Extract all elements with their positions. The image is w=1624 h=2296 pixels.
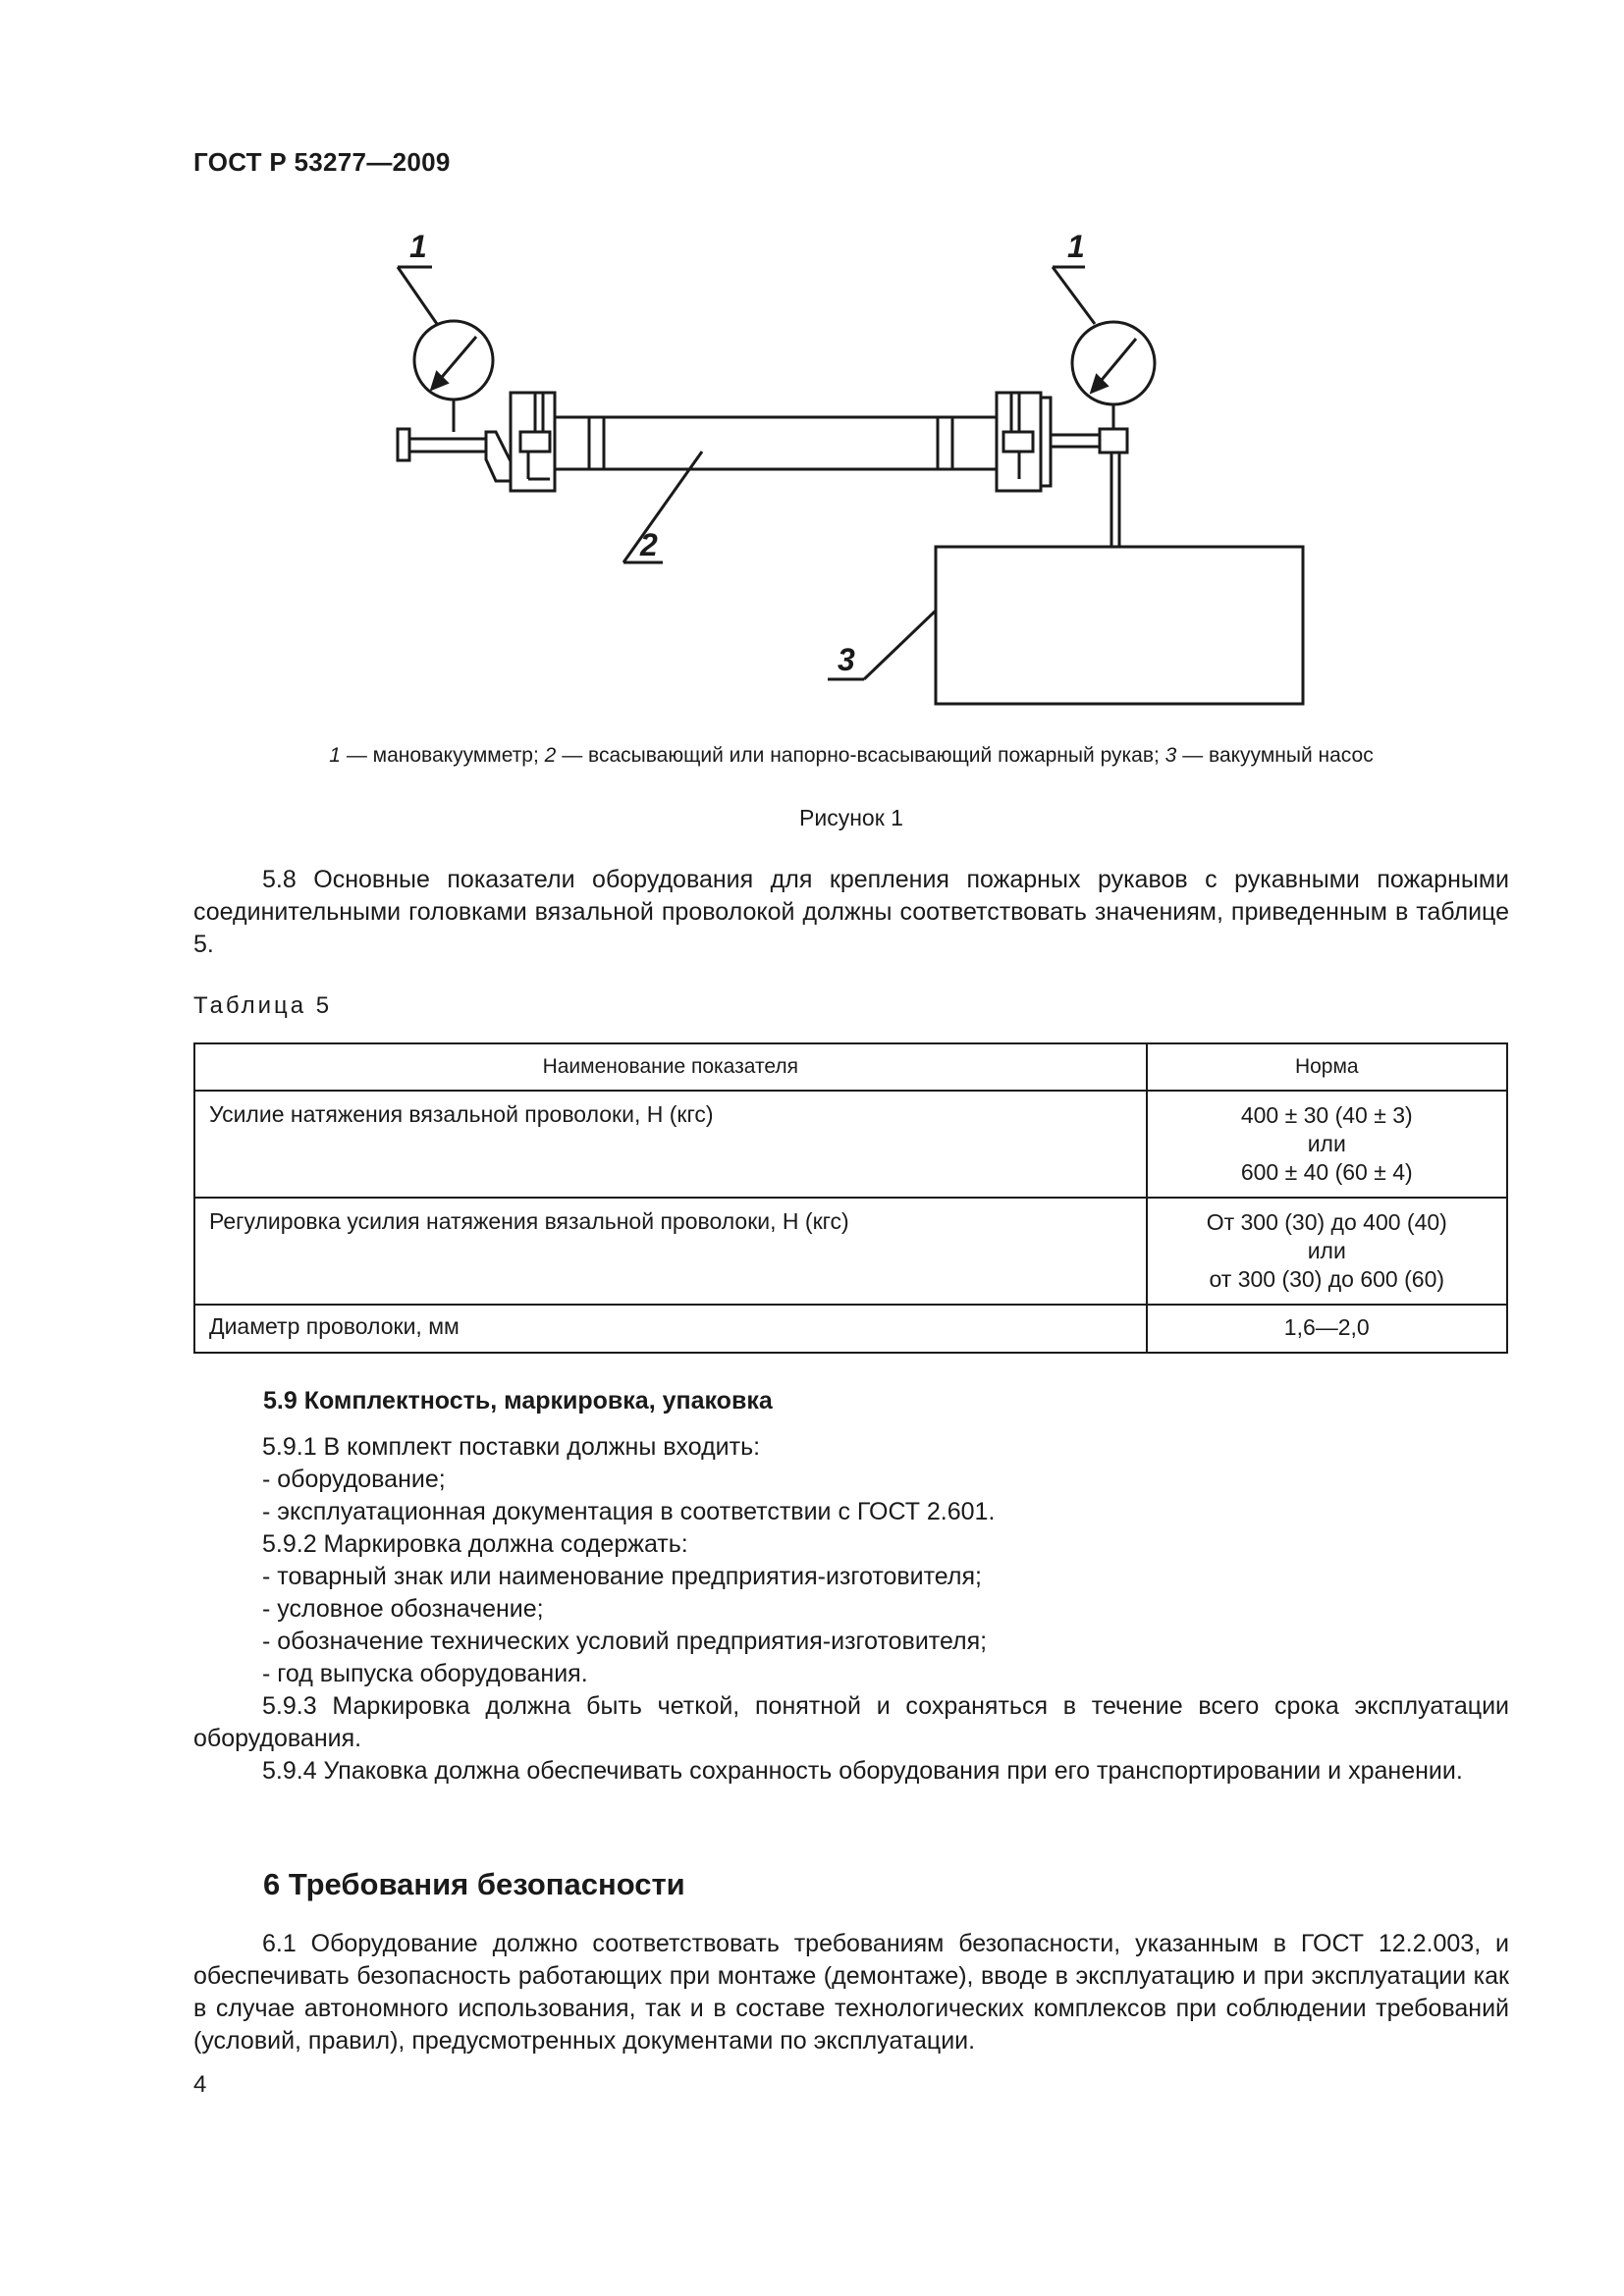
- list-item: - товарный знак или наименование предприятия-изготовителя;: [262, 1563, 982, 1590]
- norm-line: или: [1307, 1238, 1346, 1263]
- header-norm: Норма: [1147, 1043, 1507, 1091]
- section-5-9-body: [193, 1431, 1509, 1788]
- norm-line: От 300 (30) до 400 (40): [1206, 1209, 1447, 1235]
- legend-text-1: — мановакуумметр;: [340, 744, 545, 767]
- table-5: [193, 1042, 1508, 1354]
- figure-1-diagram: [373, 221, 1316, 721]
- document-header: ГОСТ Р 53277—2009: [193, 147, 451, 177]
- table-row: [194, 1091, 1507, 1198]
- paragraph-5-8: 5.8 Основные показатели оборудования для крепления пожарных рукавов с рукавными пожарными соединительными головками вязальной проволокой должны соответствовать значениям, приведенным в таблице 5.: [193, 866, 1509, 958]
- norm-line: 600 ± 40 (60 ± 4): [1240, 1159, 1413, 1185]
- figure-legend: [193, 744, 1509, 768]
- callout-1-left: 1: [409, 229, 427, 264]
- vacuum-pump-box: [936, 547, 1303, 704]
- table-row: [194, 1198, 1507, 1305]
- norm-line: или: [1307, 1131, 1346, 1156]
- list-item: 5.9.2 Маркировка должна содержать:: [262, 1530, 688, 1558]
- cell-norm: [1147, 1091, 1507, 1198]
- legend-num-2: 2: [544, 744, 557, 767]
- page-number: 4: [193, 2071, 207, 2098]
- legend-text-3: — вакуумный насос: [1176, 744, 1374, 767]
- list-item: 5.9.1 В комплект поставки должны входить:: [262, 1433, 761, 1461]
- norm-line: от 300 (30) до 600 (60): [1209, 1266, 1445, 1292]
- header-name: Наименование показателя: [194, 1043, 1147, 1091]
- leader-line-3: [864, 611, 936, 679]
- list-item: - год выпуска оборудования.: [262, 1660, 588, 1687]
- cell-name: Диаметр проволоки, мм: [194, 1305, 1147, 1353]
- cell-name: Усилие натяжения вязальной проволоки, Н (кгс): [194, 1091, 1147, 1198]
- table-row: [194, 1305, 1507, 1353]
- section-5-9-title: 5.9 Комплектность, маркировка, упаковка: [263, 1387, 773, 1415]
- callout-1-right: 1: [1067, 229, 1085, 264]
- list-item: - условное обозначение;: [262, 1595, 544, 1623]
- figure-title: Рисунок 1: [799, 805, 903, 830]
- callout-3: 3: [838, 642, 855, 677]
- paragraph-5-9-4: 5.9.4 Упаковка должна обеспечивать сохранность оборудования при его транспортировании и хранении.: [262, 1757, 1463, 1785]
- legend-num-3: 3: [1164, 744, 1177, 767]
- gauge-right-icon: [1072, 322, 1155, 404]
- list-item: - оборудование;: [262, 1466, 446, 1493]
- legend-num-1: 1: [329, 744, 341, 767]
- paragraph-6-1: 6.1 Оборудование должно соответствовать требованиям безопасности, указанным в ГОСТ 12.2.003, и обеспечивать безопасность работающих при монтаже (демонтаже), вводе в эксплуатацию и при эксплуатации как в случае автономного использования, так и в составе технологических комплексов при соблюдении требований (условий, правил), предусмотренных документами по эксплуатации.: [193, 1930, 1509, 2055]
- table-label: Таблица 5: [193, 992, 333, 1019]
- list-item: - обозначение технических условий предприятия-изготовителя;: [262, 1628, 988, 1655]
- cell-norm: 1,6—2,0: [1147, 1305, 1507, 1353]
- section-6-title: 6 Требования безопасности: [263, 1867, 685, 1901]
- legend-text-2: — всасывающий или напорно-всасывающий пожарный рукав;: [556, 744, 1165, 767]
- paragraph-5-9-3: 5.9.3 Маркировка должна быть четкой, понятной и сохраняться в течение всего срока эксплуатации оборудования.: [193, 1692, 1509, 1752]
- table-header-row: [194, 1043, 1507, 1091]
- norm-line: 400 ± 30 (40 ± 3): [1240, 1102, 1413, 1128]
- list-item: - эксплуатационная документация в соответствии с ГОСТ 2.601.: [262, 1498, 996, 1525]
- cell-norm: [1147, 1198, 1507, 1305]
- callout-2: 2: [640, 527, 658, 562]
- gauge-left-icon: [414, 321, 493, 400]
- cell-name: Регулировка усилия натяжения вязальной проволоки, Н (кгс): [194, 1198, 1147, 1305]
